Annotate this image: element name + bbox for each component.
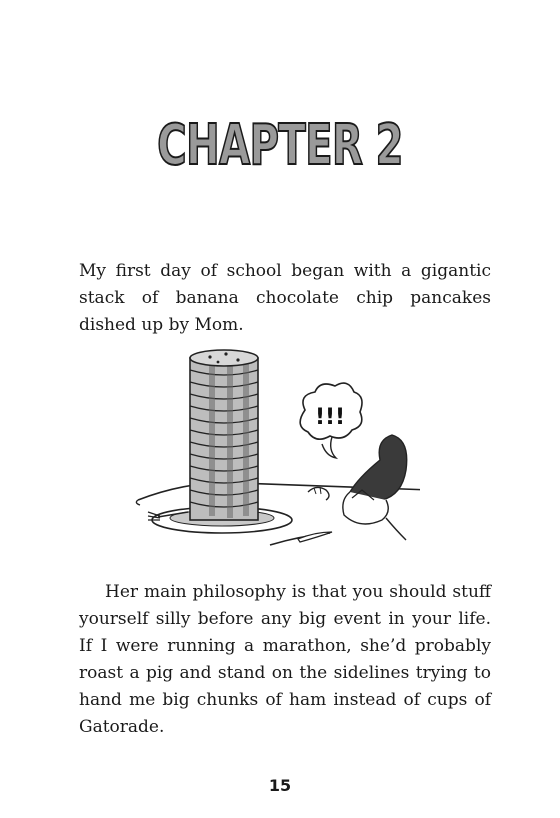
speech-bubble <box>300 383 362 458</box>
paragraph-2: Her main philosophy is that you should stuff yourself silly before any big event in your life. If I were running a marathon, she’d probably roast a pig and stand on the sidelines trying to hand me big chunks of ham instead of cups of Gatorade. <box>79 582 491 737</box>
pancake-stack <box>190 350 258 520</box>
paragraph-1: My first day of school began with a gigantic stack of banana chocolate chip pancakes dished up by Mom. <box>79 261 491 335</box>
chapter-title: CHAPTER 2 <box>157 113 403 178</box>
page-number: 15 <box>268 776 292 795</box>
pancake-stack-illustration <box>130 340 420 555</box>
speech-bubble-text: !!! <box>314 405 346 430</box>
boy-figure <box>308 435 407 540</box>
